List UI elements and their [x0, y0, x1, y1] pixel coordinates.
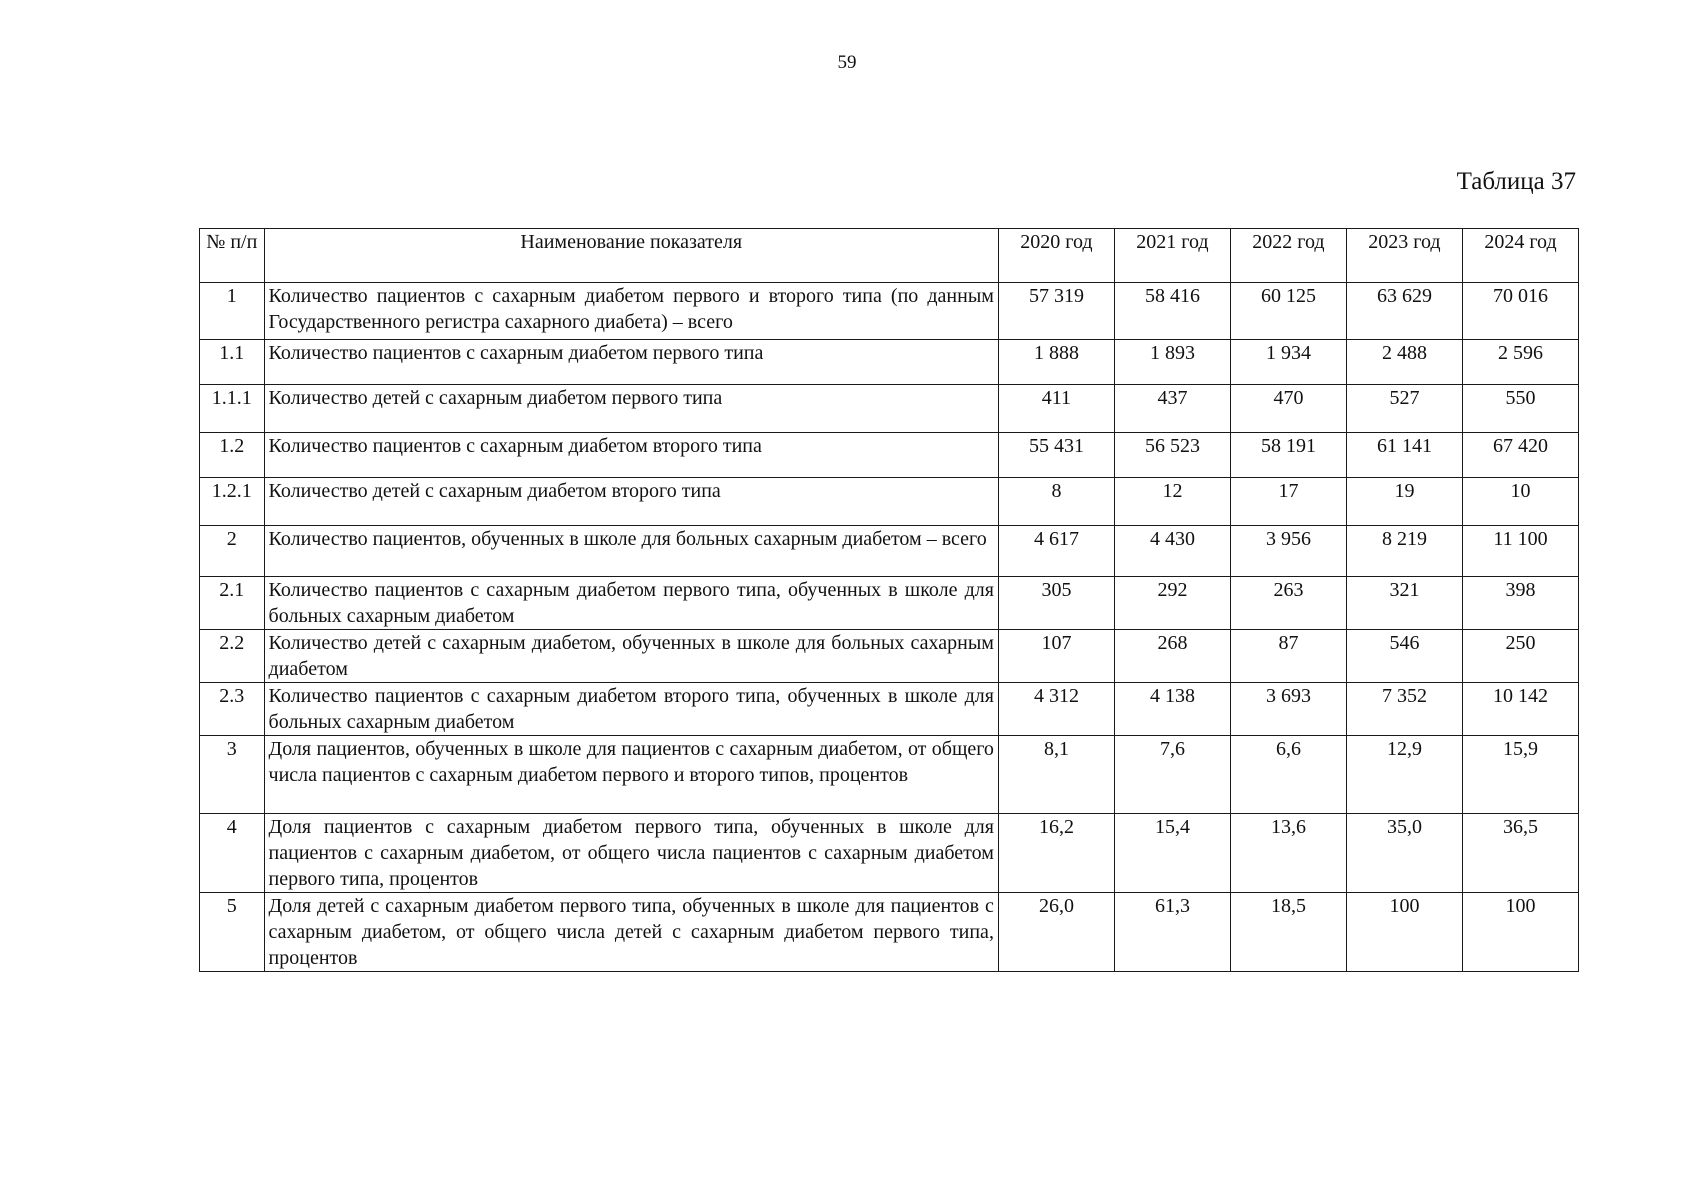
- table-row: [200, 630, 1579, 683]
- row-number: 1: [200, 283, 265, 340]
- table-row: [200, 814, 1579, 893]
- row-number: 3: [200, 736, 265, 814]
- row-number: 1.2.1: [200, 478, 265, 526]
- table-row: [200, 340, 1579, 385]
- table-row: [200, 683, 1579, 736]
- value-cell: 268: [1114, 630, 1230, 683]
- table-row: [200, 893, 1579, 972]
- value-cell: 61 141: [1346, 433, 1462, 478]
- value-cell: 7 352: [1346, 683, 1462, 736]
- row-number: 2.1: [200, 577, 265, 630]
- indicator-name: Доля детей с сахарным диабетом первого типа, обученных в школе для пациентов с сахарным диабетом, от общего числа детей с сахарным диабетом первого типа, процентов: [264, 893, 998, 972]
- value-cell: 18,5: [1230, 893, 1346, 972]
- value-cell: 4 430: [1114, 526, 1230, 577]
- value-cell: 3 693: [1230, 683, 1346, 736]
- table-body: [200, 283, 1579, 972]
- indicator-name: Количество пациентов с сахарным диабетом первого типа, обученных в школе для больных сахарным диабетом: [264, 577, 998, 630]
- value-cell: 56 523: [1114, 433, 1230, 478]
- value-cell: 100: [1346, 893, 1462, 972]
- value-cell: 321: [1346, 577, 1462, 630]
- value-cell: 55 431: [998, 433, 1114, 478]
- value-cell: 437: [1114, 385, 1230, 433]
- value-cell: 57 319: [998, 283, 1114, 340]
- value-cell: 550: [1462, 385, 1578, 433]
- value-cell: 15,4: [1114, 814, 1230, 893]
- value-cell: 8,1: [998, 736, 1114, 814]
- indicator-name: Количество детей с сахарным диабетом второго типа: [264, 478, 998, 526]
- row-number: 2.3: [200, 683, 265, 736]
- header-year-2021: 2021 год: [1114, 229, 1230, 283]
- header-num: № п/п: [200, 229, 265, 283]
- row-number: 5: [200, 893, 265, 972]
- table-row: [200, 385, 1579, 433]
- header-year-2023: 2023 год: [1346, 229, 1462, 283]
- value-cell: 10: [1462, 478, 1578, 526]
- value-cell: 58 191: [1230, 433, 1346, 478]
- indicators-table: [199, 228, 1579, 972]
- value-cell: 7,6: [1114, 736, 1230, 814]
- row-number: 1.2: [200, 433, 265, 478]
- indicator-name: Количество пациентов с сахарным диабетом второго типа: [264, 433, 998, 478]
- header-year-2022: 2022 год: [1230, 229, 1346, 283]
- value-cell: 527: [1346, 385, 1462, 433]
- value-cell: 8: [998, 478, 1114, 526]
- value-cell: 12: [1114, 478, 1230, 526]
- value-cell: 3 956: [1230, 526, 1346, 577]
- value-cell: 10 142: [1462, 683, 1578, 736]
- row-number: 1.1: [200, 340, 265, 385]
- value-cell: 1 888: [998, 340, 1114, 385]
- indicator-name: Количество пациентов с сахарным диабетом первого типа: [264, 340, 998, 385]
- value-cell: 6,6: [1230, 736, 1346, 814]
- value-cell: 35,0: [1346, 814, 1462, 893]
- indicator-name: Количество пациентов с сахарным диабетом первого и второго типа (по данным Государственного регистра сахарного диабета) – всего: [264, 283, 998, 340]
- value-cell: 67 420: [1462, 433, 1578, 478]
- value-cell: 107: [998, 630, 1114, 683]
- header-year-2024: 2024 год: [1462, 229, 1578, 283]
- value-cell: 15,9: [1462, 736, 1578, 814]
- value-cell: 305: [998, 577, 1114, 630]
- value-cell: 2 488: [1346, 340, 1462, 385]
- indicator-name: Доля пациентов с сахарным диабетом первого типа, обученных в школе для пациентов с сахарным диабетом, от общего числа пациентов с сахарным диабетом первого типа, процентов: [264, 814, 998, 893]
- table-header-row: [200, 229, 1579, 283]
- table-caption: Таблица 37: [1456, 168, 1576, 195]
- value-cell: 17: [1230, 478, 1346, 526]
- value-cell: 63 629: [1346, 283, 1462, 340]
- row-number: 1.1.1: [200, 385, 265, 433]
- row-number: 2: [200, 526, 265, 577]
- value-cell: 16,2: [998, 814, 1114, 893]
- indicator-name: Количество детей с сахарным диабетом первого типа: [264, 385, 998, 433]
- value-cell: 8 219: [1346, 526, 1462, 577]
- value-cell: 26,0: [998, 893, 1114, 972]
- indicator-name: Количество детей с сахарным диабетом, обученных в школе для больных сахарным диабетом: [264, 630, 998, 683]
- table-row: [200, 478, 1579, 526]
- value-cell: 36,5: [1462, 814, 1578, 893]
- page-number: 59: [837, 52, 857, 73]
- value-cell: 11 100: [1462, 526, 1578, 577]
- value-cell: 70 016: [1462, 283, 1578, 340]
- value-cell: 470: [1230, 385, 1346, 433]
- value-cell: 58 416: [1114, 283, 1230, 340]
- table-row: [200, 736, 1579, 814]
- value-cell: 13,6: [1230, 814, 1346, 893]
- value-cell: 19: [1346, 478, 1462, 526]
- indicator-name: Доля пациентов, обученных в школе для пациентов с сахарным диабетом, от общего числа пациентов с сахарным диабетом первого и второго типов, процентов: [264, 736, 998, 814]
- value-cell: 398: [1462, 577, 1578, 630]
- row-number: 2.2: [200, 630, 265, 683]
- value-cell: 4 312: [998, 683, 1114, 736]
- table-row: [200, 433, 1579, 478]
- value-cell: 4 138: [1114, 683, 1230, 736]
- value-cell: 2 596: [1462, 340, 1578, 385]
- value-cell: 292: [1114, 577, 1230, 630]
- table-row: [200, 577, 1579, 630]
- value-cell: 12,9: [1346, 736, 1462, 814]
- value-cell: 61,3: [1114, 893, 1230, 972]
- row-number: 4: [200, 814, 265, 893]
- header-name: Наименование показателя: [264, 229, 998, 283]
- table-row: [200, 526, 1579, 577]
- table-row: [200, 283, 1579, 340]
- value-cell: 1 893: [1114, 340, 1230, 385]
- value-cell: 263: [1230, 577, 1346, 630]
- value-cell: 1 934: [1230, 340, 1346, 385]
- indicator-name: Количество пациентов с сахарным диабетом второго типа, обученных в школе для больных сахарным диабетом: [264, 683, 998, 736]
- indicator-name: Количество пациентов, обученных в школе для больных сахарным диабетом – всего: [264, 526, 998, 577]
- value-cell: 546: [1346, 630, 1462, 683]
- value-cell: 87: [1230, 630, 1346, 683]
- value-cell: 60 125: [1230, 283, 1346, 340]
- value-cell: 100: [1462, 893, 1578, 972]
- value-cell: 4 617: [998, 526, 1114, 577]
- value-cell: 250: [1462, 630, 1578, 683]
- value-cell: 411: [998, 385, 1114, 433]
- header-year-2020: 2020 год: [998, 229, 1114, 283]
